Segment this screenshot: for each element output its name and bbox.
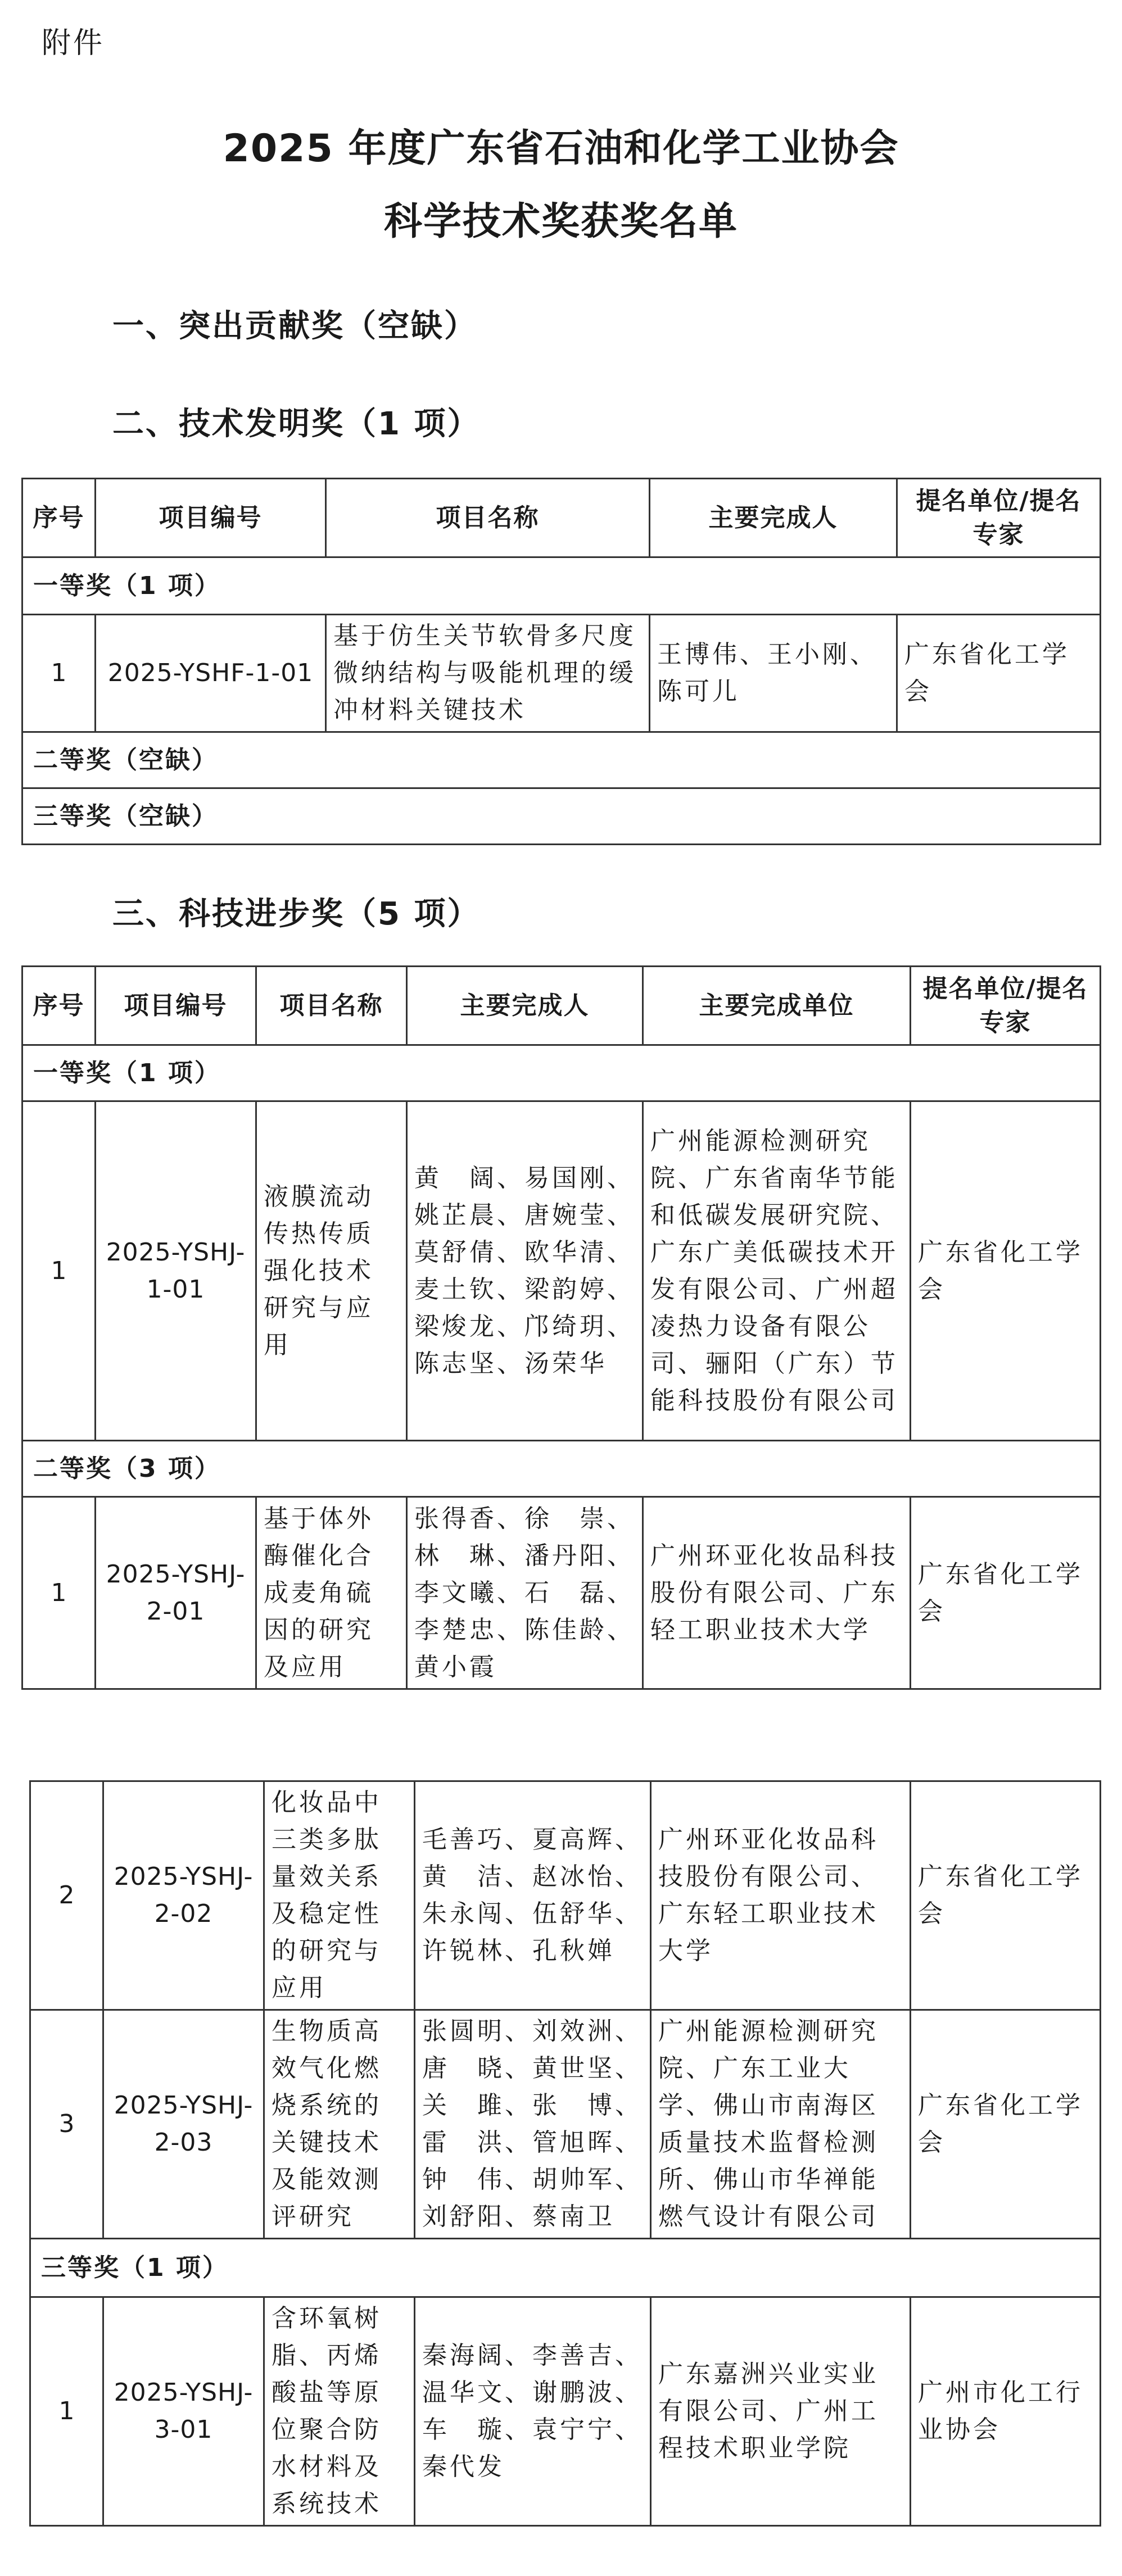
section-heading-technical-progress: 三、科技进步奖（5 项） (112, 896, 481, 932)
table-row (30, 2010, 1101, 2239)
row-seq: 1 (22, 1101, 96, 1441)
header-units: 主要完成单位 (643, 967, 911, 1045)
section-heading-outstanding-contribution: 一、突出贡献奖（空缺） (112, 308, 477, 344)
row-seq: 1 (22, 615, 96, 732)
document-title-line2: 科学技术奖获奖名单 (383, 199, 738, 244)
grade-row-third (30, 2239, 1101, 2297)
grade-label: 一等奖（1 项） (22, 1045, 1101, 1101)
row-code: 2025-YSHJ-2-02 (103, 1781, 264, 2010)
grade-label: 二等奖（3 项） (22, 1441, 1101, 1497)
row-name: 基于体外酶催化合成麦角硫因的研究及应用 (256, 1497, 407, 1689)
grade-row-first (22, 557, 1101, 615)
row-seq: 3 (30, 2010, 103, 2239)
header-people: 主要完成人 (650, 479, 897, 557)
row-code: 2025-YSHJ-2-03 (103, 2010, 264, 2239)
header-code: 项目编号 (96, 967, 256, 1045)
row-code: 2025-YSHJ-2-01 (96, 1497, 256, 1689)
header-nominator: 提名单位/提名专家 (911, 967, 1101, 1045)
grade-label: 三等奖（1 项） (30, 2239, 1101, 2297)
row-people: 秦海阔、李善吉、温华文、谢鹏波、车 璇、袁宁宁、秦代发 (415, 2297, 651, 2526)
header-code: 项目编号 (96, 479, 326, 557)
table-row (22, 615, 1101, 732)
row-people: 张圆明、刘效洲、唐 晓、黄世坚、关 雎、张 博、雷 洪、管旭晖、钟 伟、胡帅军、刘舒阳、蔡南卫 (415, 2010, 651, 2239)
grade-row-third (22, 788, 1101, 845)
document-title-line1: 2025 年度广东省石油和化学工业协会 (223, 126, 899, 171)
row-code: 2025-YSHJ-1-01 (96, 1101, 256, 1441)
row-seq: 1 (22, 1497, 96, 1689)
row-name: 含环氧树脂、丙烯酸盐等原位聚合防水材料及系统技术 (264, 2297, 415, 2526)
row-name: 液膜流动传热传质强化技术研究与应用 (256, 1101, 407, 1441)
row-code: 2025-YSHF-1-01 (96, 615, 326, 732)
header-nominator: 提名单位/提名专家 (897, 479, 1101, 557)
header-seq: 序号 (22, 967, 96, 1045)
table-row (30, 1781, 1101, 2010)
row-people: 黄 阔、易国刚、姚芷晨、唐婉莹、莫舒倩、欧华清、麦土钦、梁韵婷、梁焌龙、邝绮玥、陈志坚、汤荣华 (407, 1101, 643, 1441)
row-people: 毛善巧、夏高辉、黄 洁、赵冰怡、朱永闯、伍舒华、许锐林、孔秋婵 (415, 1781, 651, 2010)
row-people: 张得香、徐 崇、林 琳、潘丹阳、李文曦、石 磊、李楚忠、陈佳龄、黄小霞 (407, 1497, 643, 1689)
row-units: 广州环亚化妆品科技股份有限公司、广东轻工职业技术大学 (643, 1497, 911, 1689)
row-seq: 1 (30, 2297, 103, 2526)
row-nominator: 广东省化工学会 (911, 1497, 1101, 1689)
grade-label: 一等奖（1 项） (22, 557, 1101, 615)
row-name: 化妆品中三类多肽量效关系及稳定性的研究与应用 (264, 1781, 415, 2010)
invention-award-table (21, 478, 1101, 845)
row-nominator: 广东省化工学会 (911, 1781, 1101, 2010)
row-nominator: 广州市化工行业协会 (911, 2297, 1101, 2526)
section-heading-technical-invention: 二、技术发明奖（1 项） (112, 406, 481, 442)
row-name: 基于仿生关节软骨多尺度微纳结构与吸能机理的缓冲材料关键技术 (326, 615, 650, 732)
grade-row-second (22, 1441, 1101, 1497)
grade-row-second (22, 732, 1101, 788)
row-nominator: 广东省化工学会 (911, 1101, 1101, 1441)
header-people: 主要完成人 (407, 967, 643, 1045)
row-people: 王博伟、王小刚、陈可儿 (650, 615, 897, 732)
row-units: 广州环亚化妆品科技股份有限公司、广东轻工职业技术大学 (651, 1781, 911, 2010)
header-name: 项目名称 (256, 967, 407, 1045)
table-header-row (22, 967, 1101, 1045)
table-row (22, 1497, 1101, 1689)
attachment-label: 附件 (42, 26, 105, 60)
row-units: 广州能源检测研究院、广东省南华节能和低碳发展研究院、广东广美低碳技术开发有限公司、广州超凌热力设备有限公司、骊阳（广东）节能科技股份有限公司 (643, 1101, 911, 1441)
table-row (30, 2297, 1101, 2526)
row-units: 广东嘉洲兴业实业有限公司、广州工程技术职业学院 (651, 2297, 911, 2526)
header-seq: 序号 (22, 479, 96, 557)
row-name: 生物质高效气化燃烧系统的关键技术及能效测评研究 (264, 2010, 415, 2239)
progress-award-table (21, 965, 1101, 1690)
grade-label: 三等奖（空缺） (22, 788, 1101, 845)
header-name: 项目名称 (326, 479, 650, 557)
table-row (22, 1101, 1101, 1441)
row-seq: 2 (30, 1781, 103, 2010)
row-code: 2025-YSHJ-3-01 (103, 2297, 264, 2526)
progress-award-table-continued (29, 1780, 1101, 2527)
grade-label: 二等奖（空缺） (22, 732, 1101, 788)
row-nominator: 广东省化工学会 (897, 615, 1101, 732)
table-header-row (22, 479, 1101, 557)
grade-row-first (22, 1045, 1101, 1101)
row-nominator: 广东省化工学会 (911, 2010, 1101, 2239)
row-units: 广州能源检测研究院、广东工业大学、佛山市南海区质量技术监督检测所、佛山市华禅能燃气设计有限公司 (651, 2010, 911, 2239)
